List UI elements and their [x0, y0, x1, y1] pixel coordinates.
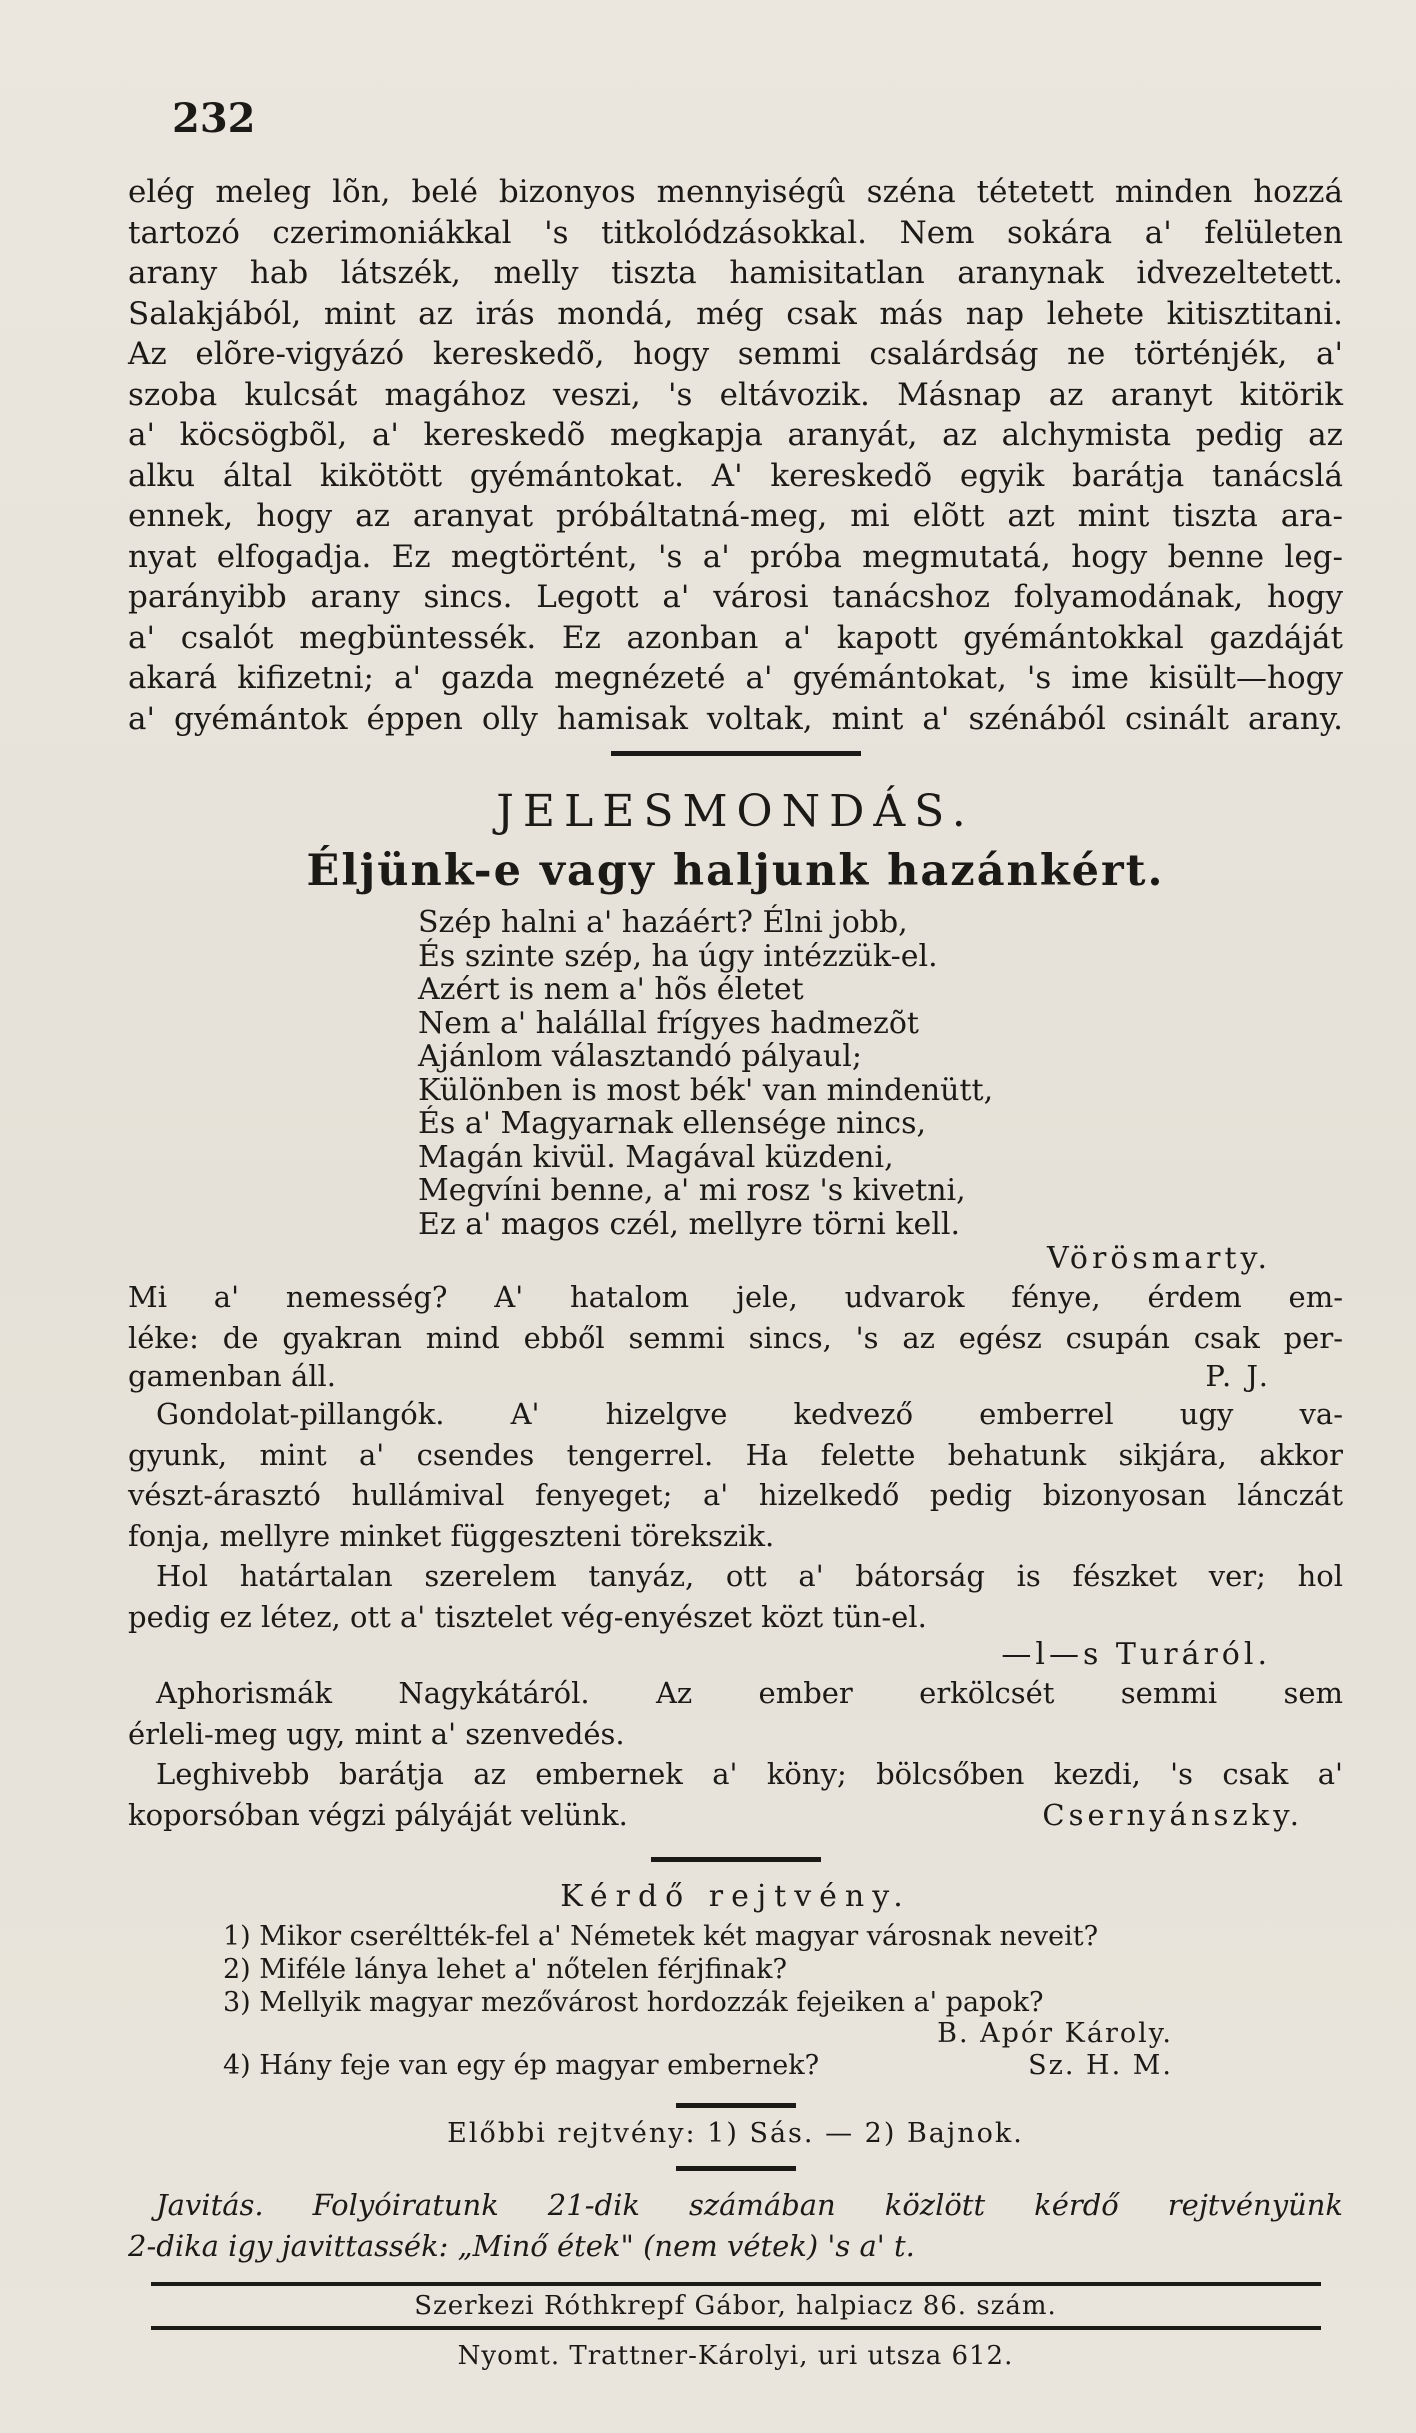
nemesseg-line: léke: de gyakran mind ebből semmi sincs, 's az egész csupán csak per-: [128, 1320, 1343, 1355]
gondolat-block: [128, 1394, 1343, 1673]
prose-line: alku által kikötött gyémántokat. A' kereskedõ egyik barátja tanácslá: [128, 457, 1343, 494]
correction-block: [128, 2185, 1343, 2266]
poem-line: Nem a' halállal frígyes hadmezõt: [418, 1005, 919, 1041]
riddle-list: [128, 1920, 1343, 2085]
aphorism-author: Csernyánszky.: [1042, 1797, 1303, 1832]
poem-author: Vörösmarty.: [1047, 1241, 1271, 1276]
correction-divider: [676, 2166, 796, 2171]
prose-line: a' gyémántok éppen olly hamisak voltak, mint a' szénából csinált arany.: [128, 700, 1343, 737]
aphorism-block: [128, 1673, 1343, 1835]
section-title: JELESMONDÁS.: [496, 786, 975, 837]
gondolat-line: Hol határtalan szerelem tanyáz, ott a' bátorság is fészket ver; hol: [156, 1559, 1343, 1593]
nemesseg-author: P. J.: [1205, 1359, 1271, 1393]
aphorism-line: érleli-meg ugy, mint a' szenvedés.: [128, 1716, 625, 1751]
gondolat-line: pedig ez létez, ott a' tisztelet vég-enyészet közt tün-el.: [128, 1599, 927, 1634]
editor-line: Szerkezi Róthkrepf Gábor, halpiacz 86. szám.: [414, 2291, 1057, 2321]
riddle-author: Sz. H. M.: [1028, 2050, 1173, 2081]
poem-line: Magán kivül. Magával küzdeni,: [418, 1139, 894, 1175]
poem-line: Megvíni benne, a' mi rosz 's kivetni,: [418, 1173, 966, 1208]
page-body: [128, 172, 1343, 2376]
riddle-author: B. Apór Károly.: [937, 2018, 1173, 2049]
nemesseg-block: [128, 1277, 1343, 1394]
aphorism-line: Aphorismák Nagykátáról. Az ember erkölcsét semmi sem: [156, 1676, 1343, 1710]
poem: [418, 906, 1343, 1241]
prose-line: parányibb arany sincs. Legott a' városi tanácshoz folyamodának, hogy: [128, 579, 1343, 615]
riddle-divider: [651, 1857, 821, 1862]
prose-line: nyat elfogadja. Ez megtörtént, 's a' próba megmutatá, hogy benne leg-: [128, 538, 1343, 575]
gondolat-line: fonja, mellyre minket függeszteni törekszik.: [128, 1518, 775, 1553]
page-number: 232: [172, 95, 256, 142]
poem-title: Éljünk-e vagy haljunk hazánkért.: [306, 846, 1165, 896]
prose-block: [128, 172, 1343, 739]
riddle-item: 4) Hány feje van egy ép magyar embernek?: [223, 2050, 820, 2081]
prose-line: ennek, hogy az aranyat próbáltatná-meg, mi elõtt azt mint tiszta ara-: [128, 498, 1343, 534]
poem-line: És a' Magyarnak ellensége nincs,: [418, 1106, 927, 1141]
riddle-item: 2) Miféle lánya lehet a' nőtelen férjfinak?: [223, 1954, 787, 1985]
poem-line: Ez a' magos czél, mellyre törni kell.: [418, 1206, 961, 1242]
poem-line: Különben is most bék' van mindenütt,: [418, 1072, 994, 1108]
riddle-item: 1) Mikor cseréltték-fel a' Németek két magyar városnak neveit?: [223, 1921, 1099, 1952]
poem-line: Azért is nem a' hõs életet: [418, 972, 804, 1007]
gondolat-line: vészt-árasztó hullámival fenyeget; a' hizelkedő pedig bizonyosan lánczát: [128, 1478, 1343, 1512]
section-divider: [611, 751, 861, 756]
poem-line: És szinte szép, ha úgy intézzük-el.: [418, 938, 938, 974]
nemesseg-line: Mi a' nemesség? A' hatalom jele, udvarok fénye, érdem em-: [128, 1280, 1343, 1314]
correction-line: 2-dika igy javittassék: „Minő étek" (nem vétek) 's a' t.: [128, 2228, 915, 2263]
aphorism-line: Leghivebb barátja az embernek a' köny; bölcsőben kezdi, 's csak a': [156, 1757, 1343, 1791]
prose-line: a' csalót megbüntessék. Ez azonban a' kapott gyémántokkal gazdáját: [128, 619, 1343, 656]
prose-line: Az elõre-vigyázó kereskedõ, hogy semmi csalárdság ne történjék, a': [128, 336, 1343, 372]
poem-line: Szép halni a' hazáért? Élni jobb,: [418, 905, 908, 940]
prose-line: Salakjából, mint az irás mondá, még csak más nap lehete kitisztitani.: [128, 295, 1343, 332]
printer-line: Nyomt. Trattner-Károlyi, uri utsza 612.: [457, 2341, 1014, 2371]
nemesseg-line: gamenban áll.: [128, 1359, 336, 1393]
gondolat-line: Gondolat-pillangók. A' hizelgve kedvező emberrel ugy va-: [156, 1397, 1343, 1431]
prose-line: elég meleg lõn, belé bizonyos mennyiségû széna tétetett minden hozzá: [128, 174, 1343, 210]
prose-line: arany hab látszék, melly tiszta hamisitatlan aranynak idvezeltetett.: [128, 255, 1343, 291]
prose-line: szoba kulcsát magához veszi, 's eltávozik. Másnap az aranyt kitörik: [128, 376, 1343, 413]
correction-line: Javitás. Folyóiratunk 21-dik számában közlött kérdő rejtvényünk: [156, 2188, 1343, 2222]
answers-line: Előbbi rejtvény: 1) Sás. — 2) Bajnok.: [447, 2118, 1024, 2149]
aphorism-line: koporsóban végzi pályáját velünk.: [128, 1797, 628, 1832]
footer-rule-bottom: [151, 2326, 1321, 2330]
prose-line: akará kifizetni; a' gazda megnézeté a' gyémántokat, 's ime kisült—hogy: [128, 660, 1343, 696]
riddle-item: 3) Mellyik magyar mezővárost hordozzák fejeiken a' papok?: [223, 1987, 1044, 2018]
gondolat-line: gyunk, mint a' csendes tengerrel. Ha felette behatunk sikjára, akkor: [128, 1437, 1343, 1472]
poem-line: Ajánlom választandó pályaul;: [418, 1039, 862, 1074]
riddle-title: Kérdő rejtvény.: [560, 1879, 911, 1914]
prose-line: a' köcsögbõl, a' kereskedõ megkapja aranyát, az alchymista pedig az: [128, 417, 1343, 453]
prose-line: tartozó czerimoniákkal 's titkolódzásokkal. Nem sokára a' felületen: [128, 214, 1343, 251]
gondolat-author: —l—s Turáról.: [1001, 1637, 1271, 1672]
